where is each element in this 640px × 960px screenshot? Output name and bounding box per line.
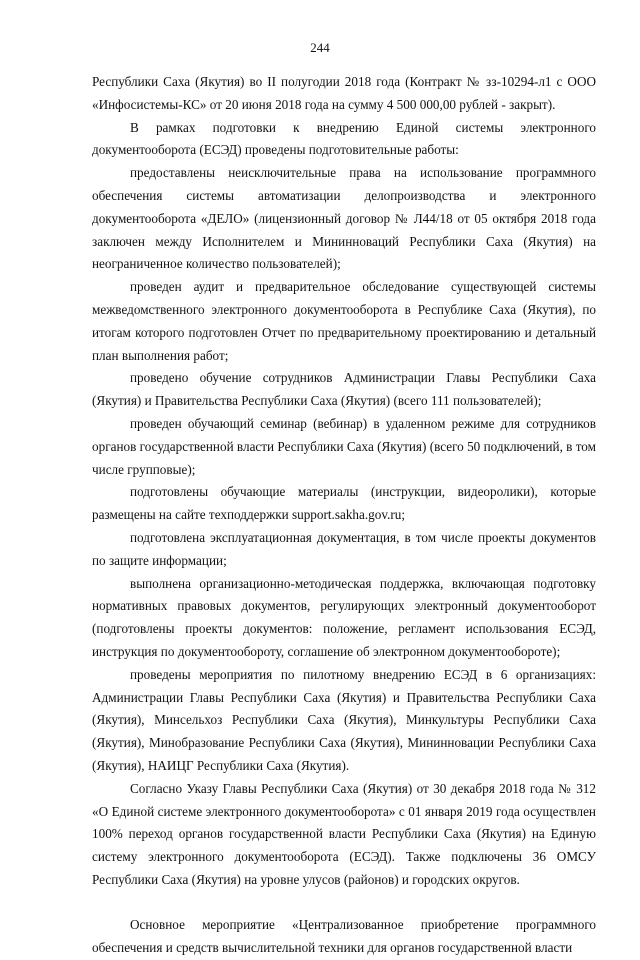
paragraph-operational-docs: подготовлена эксплуатационная документация, в том числе проекты документов по защите информации; xyxy=(92,529,596,568)
page-number: 244 xyxy=(310,40,330,55)
paragraph-esed-preparation: В рамках подготовки к внедрению Единой системы электронного документооборота (ЕСЭД) проведены подготовительные работы: xyxy=(92,119,596,158)
paragraph-pilot-rollout: проведены мероприятия по пилотному внедрению ЕСЭД в 6 организациях: Администрации Главы Республики Саха (Якутия) и Правительства Республики Саха (Якутия), Минсельхоз Республики Саха (Якутия), Минкультуры Республики Саха (Якутия), Минобразование Республики Саха (Якутия), Мининновации Республики Саха (Якутия), НАИЦГ Республики Саха (Якутия). xyxy=(92,666,596,773)
paragraph-methodical-support: выполнена организационно-методическая поддержка, включающая подготовку нормативных правовых документов, регулирующих электронный документооборот (подготовлены проекты документов: положение, регламент использования ЕСЭД, инструкция по документообороту, соглашение об электронном документообороте); xyxy=(92,575,596,659)
paragraph-main-activity: Основное мероприятие «Централизованное приобретение программного обеспечения и средств вычислительной техники для органов государственной власти xyxy=(92,917,596,956)
paragraph-audit: проведен аудит и предварительное обследование существующей системы межведомственного электронного документооборота в Республике Саха (Якутия), по итогам которого подготовлен Отчет по предварительному проектированию и детальный план выполнения работ; xyxy=(92,279,596,363)
document-body xyxy=(92,71,596,960)
paragraph-contract-continuation: Республики Саха (Якутия) во II полугодии 2018 года (Контракт № зз-10294-л1 с ООО «Инфосистемы-КС» от 20 июня 2018 года на сумму 4 500 000,00 рублей - закрыт). xyxy=(92,74,596,112)
paragraph-webinar: проведен обучающий семинар (вебинар) в удаленном режиме для сотрудников органов государственной власти Республики Саха (Якутия) (всего 50 подключений, в том числе групповые); xyxy=(92,415,596,477)
paragraph-decree: Согласно Указу Главы Республики Саха (Якутия) от 30 декабря 2018 года № 312 «О Единой системе электронного документооборота» с 01 января 2019 года осуществлен 100% переход органов государственной власти Республики Саха (Якутия) на Единую систему электронного документооборота (ЕСЭД). Также подключены 36 ОМСУ Республики Саха (Якутия) на уровне улусов (районов) и городских округов. xyxy=(92,780,596,887)
paragraph-training-materials: подготовлены обучающие материалы (инструкции, видеоролики), которые размещены на сайте техподдержки support.sakha.gov.ru; xyxy=(92,484,596,523)
paragraph-delo-license: предоставлены неисключительные права на использование программного обеспечения системы автоматизации делопроизводства и электронного документооборота «ДЕЛО» (лицензионный договор № Л44/18 от 05 октября 2018 года заключен между Исполнителем и Мининноваций Республики Саха (Якутия) на неограниченное количество пользователей); xyxy=(92,165,596,272)
paragraph-staff-training: проведено обучение сотрудников Администрации Главы Республики Саха (Якутия) и Правительства Республики Саха (Якутия) (всего 111 пользователей); xyxy=(92,370,596,409)
